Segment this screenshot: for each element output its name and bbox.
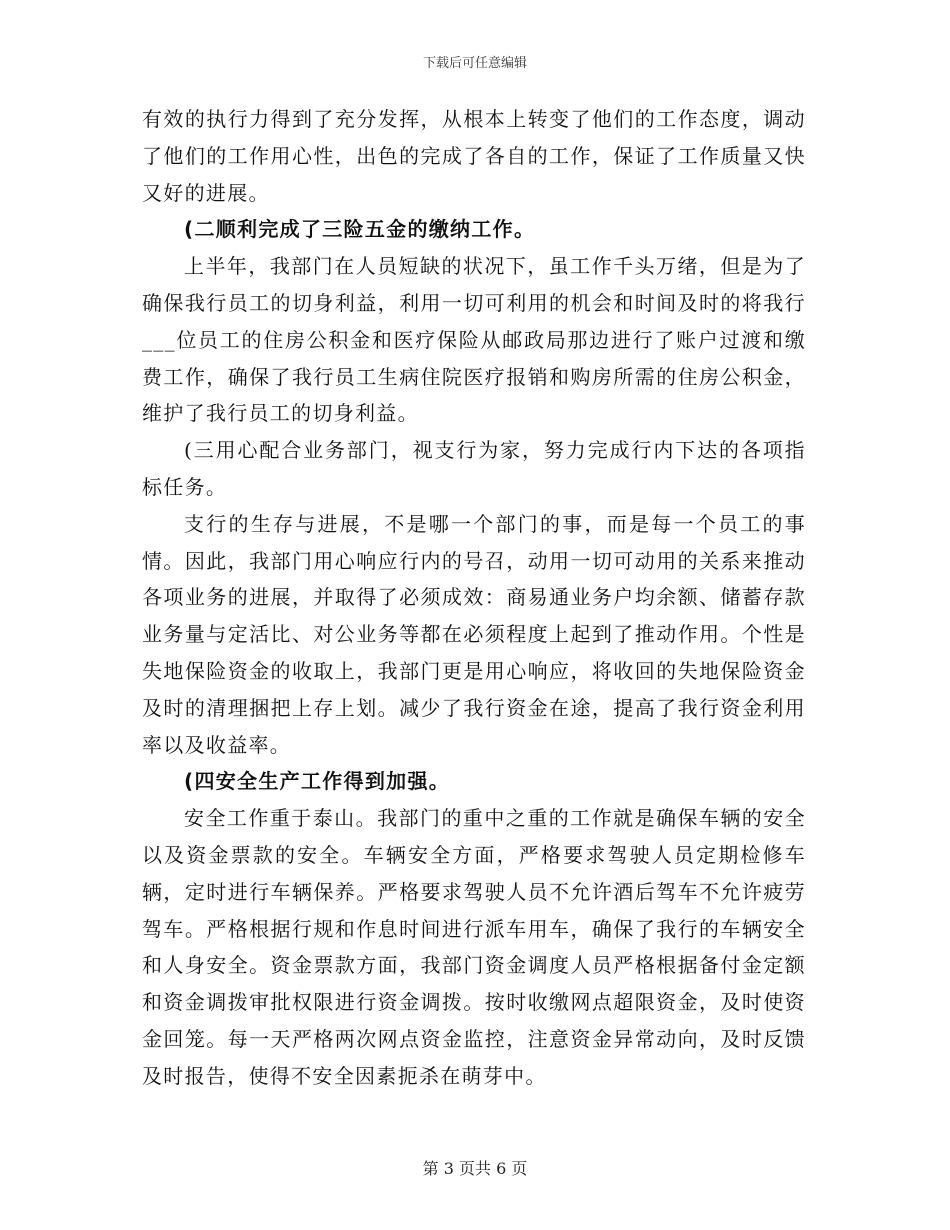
page-footer: 第 3 页共 6 页 xyxy=(422,1159,528,1178)
section-heading-2: (二顺利完成了三险五金的缴纳工作。 xyxy=(184,217,536,242)
section-heading-4: (四安全生产工作得到加强。 xyxy=(184,769,451,794)
paragraph-3: 支行的生存与进展，不是哪一个部门的事，而是每一个员工的事情。因此，我部门用心响应行内的号召，动用一切可动用的关系来推动各项业务的进展，并取得了必须成效：商易通业务户均余额、储蓄存款业务量与定活比、对公业务等都在必须程度上起到了推动作用。个性是失地保险资金的收取上，我部门更是用心响应，将收回的失地保险资金及时的清理捆把上存上划。减少了我行资金在途，提高了我行资金利用率以及收益率。 xyxy=(142,511,806,757)
document-body xyxy=(142,101,806,1095)
paragraph-1: 有效的执行力得到了充分发挥，从根本上转变了他们的工作态度，调动了他们的工作用心性，出色的完成了各自的工作，保证了工作质量又快又好的进展。 xyxy=(142,107,806,205)
page-header: 下载后可任意编辑 xyxy=(422,56,527,71)
paragraph-2: 上半年，我部门在人员短缺的状况下，虽工作千头万绪，但是为了确保我行员工的切身利益，利用一切可利用的机会和时间及时的将我行___位员工的住房公积金和医疗保险从邮政局那边进行了账户过渡和缴费工作，确保了我行员工生病住院医疗报销和购房所需的住房公积金，维护了我行员工的切身利益。 xyxy=(142,254,806,426)
section-heading-3: (三用心配合业务部门，视支行为家，努力完成行内下达的各项指标任务。 xyxy=(142,438,806,499)
paragraph-4: 安全工作重于泰山。我部门的重中之重的工作就是确保车辆的安全以及资金票款的安全。车辆安全方面，严格要求驾驶人员定期检修车辆，定时进行车辆保养。严格要求驾驶人员不允许酒后驾车不允许疲劳驾车。严格根据行规和作息时间进行派车用车，确保了我行的车辆安全和人身安全。资金票款方面，我部门资金调度人员严格根据备付金定额和资金调拨审批权限进行资金调拨。按时收缴网点超限资金，及时使资金回笼。每一天严格两次网点资金监控，注意资金异常动向，及时反馈及时报告，使得不安全因素扼杀在萌芽中。 xyxy=(142,806,806,1088)
